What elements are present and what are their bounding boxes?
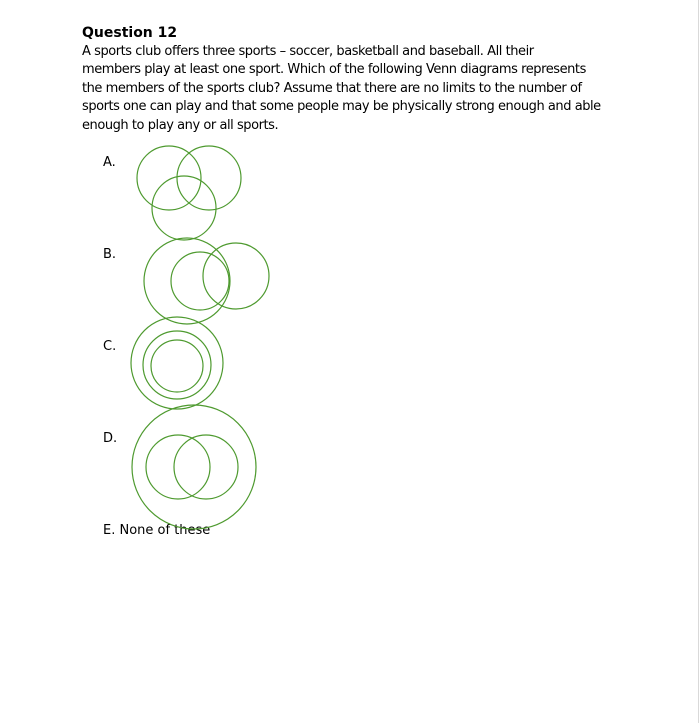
venn-b-circle-outer [144,238,230,324]
venn-diagram-a [137,146,241,240]
venn-b-circle-right [203,243,269,309]
option-c-label: C. [103,339,117,354]
venn-a-circle-bottom [152,176,216,240]
question-text-line-3: the members of the sports club? Assume that there are no limits to the number of [82,80,582,96]
option-b-label: B. [103,247,117,262]
venn-d-circle-left [146,435,210,499]
option-a-label: A. [103,155,116,170]
question-text [82,43,622,135]
venn-d-circle-right [174,435,238,499]
question-text-line-1: A sports club offers three sports – soccer, basketball and baseball. All their [82,44,534,59]
venn-a-circle-left [137,146,201,210]
venn-d-circle-outer [132,405,256,529]
venn-diagram-c [131,317,223,409]
venn-c-circle-middle [143,331,211,399]
venn-diagram-d [132,405,256,529]
question-title: Question 12 [82,25,178,41]
venn-diagram-b [144,238,269,324]
venn-b-circle-inner [171,252,229,310]
venn-a-circle-right [177,146,241,210]
question-text-line-2: members play at least one sport. Which of the following Venn diagrams represents [82,62,586,78]
question-text-line-5: enough to play any or all sports. [82,117,279,133]
venn-c-circle-inner [151,340,203,392]
venn-c-circle-outer [131,317,223,409]
option-d-label: D. [103,431,118,446]
question-text-line-4: sports one can play and that some people may be physically strong enough and able [82,99,601,115]
option-e-label: E. None of these [103,523,211,538]
